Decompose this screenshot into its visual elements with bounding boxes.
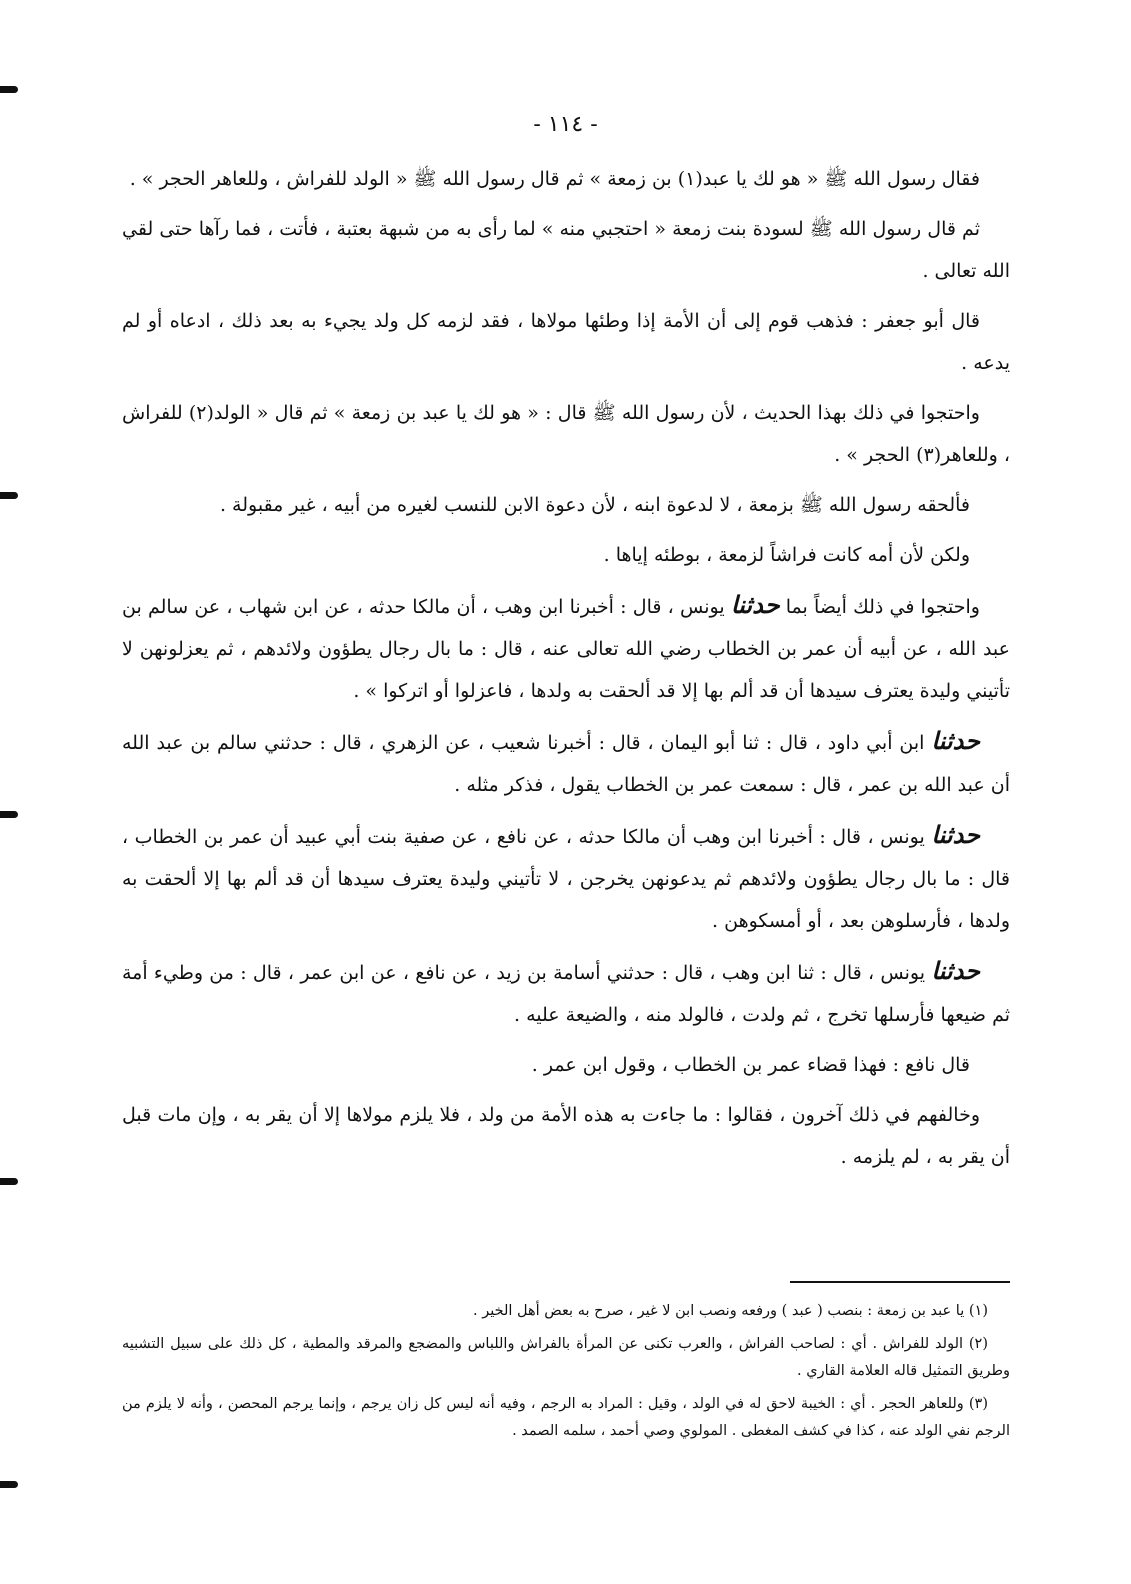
paragraph: حدثنا ابن أبي داود ، قال : ثنا أبو اليمان ، قال : أخبرنا شعيب ، عن الزهري ، قال : حدثني سالم بن عبد الله أن عبد الله بن عمر ، قال : سمعت عمر بن الخطاب يقول ، فذكر مثله . [122,726,1010,796]
paragraph: ثم قال رسول الله ﷺ لسودة بنت زمعة « احتجبي منه » لما رأى به من شبهة بعتبة ، فأتت ، فما رآها حتى لقي الله تعالى . [122,218,1010,282]
paragraph: وخالفهم في ذلك آخرون ، فقالوا : ما جاءت به هذه الأمة من ولد ، فلا يلزم مولاها إلا أن يقر به ، وإن مات قبل أن يقر به ، لم يلزمه . [122,1104,1010,1168]
footnotes [122,1298,1010,1451]
scan-edge-mark [0,811,18,818]
paragraph: حدثنا يونس ، قال : أخبرنا ابن وهب أن مالكا حدثه ، عن نافع ، عن صفية بنت أبي عبيد أن عمر بن الخطاب ، قال : ما بال رجال يطؤون ولائدهم ثم يدعونهن يخرجن ، لا تأتيني وليدة يعترف سيدها أن قد ألم بها إلا ألحقت به ولدها ، فأرسلوهن بعد ، أو أمسكوهن . [122,820,1010,932]
paragraph: ولكن لأن أمه كانت فراشاً لزمعة ، بوطئه إياها . [603,544,970,566]
page-number: - ١١٤ - [533,112,598,137]
scan-edge-mark [0,1178,18,1185]
haddathana-mark: حدثنا [931,956,980,985]
scan-edge-mark [0,492,18,499]
paragraph: قال نافع : فهذا قضاء عمر بن الخطاب ، وقول ابن عمر . [531,1054,970,1076]
footnote: (٢) الولد للفراش . أي : لصاحب الفراش ، والعرب تكنى عن المرأة بالفراش واللباس والمضجع والمرقد والمطية ، كل ذلك على سبيل التشبيه وطريق التمثيل قاله العلامة القاري . [122,1336,1010,1379]
paragraph: فألحقه رسول الله ﷺ بزمعة ، لا لدعوة ابنه ، لأن دعوة الابن للنسب لغيره من أبيه ، غير مقبولة . [219,494,970,516]
main-text [122,158,1010,1186]
scan-edge-mark [0,1481,18,1488]
paragraph: حدثنا يونس ، قال : ثنا ابن وهب ، قال : حدثني أسامة بن زيد ، عن نافع ، عن ابن عمر ، قال : من وطيء أمة ثم ضيعها فأرسلها تخرج ، ثم ولدت ، فالولد منه ، والضيعة عليه . [122,956,1010,1026]
haddathana-mark: حدثنا [931,820,980,849]
footnote-divider [790,1281,1010,1283]
paragraph: فقال رسول الله ﷺ « هو لك يا عبد(١) بن زمعة » ثم قال رسول الله ﷺ « الولد للفراش ، وللعاهر الحجر » . [129,168,980,190]
haddathana-mark: حدثنا [730,590,780,619]
scan-edge-mark [0,86,18,93]
haddathana-mark: حدثنا [931,726,980,755]
paragraph: واحتجوا في ذلك بهذا الحديث ، لأن رسول الله ﷺ قال : « هو لك يا عبد بن زمعة » ثم قال « الولد(٢) للفراش ، وللعاهر(٣) الحجر » . [122,402,1010,466]
paragraph: واحتجوا في ذلك أيضاً بما حدثنا يونس ، قال : أخبرنا ابن وهب ، أن مالكا حدثه ، عن ابن شهاب ، عن سالم بن عبد الله ، عن أبيه أن عمر بن الخطاب رضي الله تعالى عنه ، قال : ما بال رجال يطؤون ولائدهم ، ثم يعزلونهن لا تأتيني وليدة يعترف سيدها أن قد ألم بها إلا قد ألحقت به ولدها ، فاعزلوا أو اتركوا » . [122,590,1010,702]
paragraph: قال أبو جعفر : فذهب قوم إلى أن الأمة إذا وطئها مولاها ، فقد لزمه كل ولد يجيء به بعد ذلك ، ادعاه أو لم يدعه . [122,310,1010,374]
footnote: (١) يا عبد بن زمعة : بنصب ( عبد ) ورفعه ونصب ابن لا غير ، صرح به بعض أهل الخير . [473,1303,988,1319]
footnote: (٣) وللعاهر الحجر . أي : الخيبة لاحق له في الولد ، وقيل : المراد به الرجم ، وفيه أنه ليس كل زان يرجم ، وإنما يرجم المحصن ، وأنه لا يلزم من الرجم نفي الولد عنه ، كذا في كشف المغطى . المولوي وصي أحمد ، سلمه الصمد . [122,1396,1010,1439]
